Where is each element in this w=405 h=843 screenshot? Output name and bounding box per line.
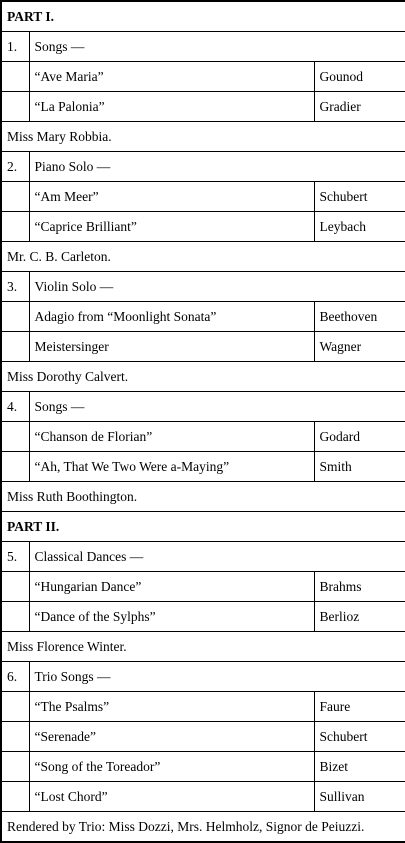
performer-row — [1, 362, 405, 392]
empty-number-cell — [1, 572, 29, 602]
program-item-row — [1, 272, 405, 302]
empty-number-cell — [1, 182, 29, 212]
composer-name: Gradier — [314, 92, 405, 122]
part-heading: PART I. — [1, 1, 405, 32]
empty-number-cell — [1, 782, 29, 812]
piece-row — [1, 212, 405, 242]
performer-row — [1, 632, 405, 662]
part-heading-row — [1, 512, 405, 542]
empty-number-cell — [1, 452, 29, 482]
composer-name: Beethoven — [314, 302, 405, 332]
performer-row — [1, 482, 405, 512]
empty-number-cell — [1, 302, 29, 332]
composer-name: Schubert — [314, 182, 405, 212]
piece-title: “Dance of the Sylphs” — [29, 602, 314, 632]
composer-name: Smith — [314, 452, 405, 482]
piece-row — [1, 602, 405, 632]
empty-number-cell — [1, 332, 29, 362]
piece-row — [1, 182, 405, 212]
composer-name: Leybach — [314, 212, 405, 242]
piece-row — [1, 722, 405, 752]
item-number: 6. — [1, 662, 29, 692]
piece-title: “Caprice Brilliant” — [29, 212, 314, 242]
composer-name: Bizet — [314, 752, 405, 782]
empty-number-cell — [1, 722, 29, 752]
piece-title: “Ah, That We Two Were a-Maying” — [29, 452, 314, 482]
piece-title: “Chanson de Florian” — [29, 422, 314, 452]
piece-title: “Ave Maria” — [29, 62, 314, 92]
performer-name: Miss Ruth Boothington. — [1, 482, 405, 512]
part-heading-row — [1, 1, 405, 32]
program-item-row — [1, 152, 405, 182]
performer-name: Miss Florence Winter. — [1, 632, 405, 662]
piece-row — [1, 302, 405, 332]
piece-title: “Serenade” — [29, 722, 314, 752]
item-title: Songs — — [29, 392, 405, 422]
item-number: 4. — [1, 392, 29, 422]
piece-row — [1, 692, 405, 722]
piece-row — [1, 782, 405, 812]
piece-row — [1, 62, 405, 92]
piece-row — [1, 572, 405, 602]
composer-name: Sullivan — [314, 782, 405, 812]
performer-name: Miss Dorothy Calvert. — [1, 362, 405, 392]
performer-row — [1, 242, 405, 272]
piece-row — [1, 92, 405, 122]
composer-name: Wagner — [314, 332, 405, 362]
item-title: Violin Solo — — [29, 272, 405, 302]
empty-number-cell — [1, 92, 29, 122]
empty-number-cell — [1, 602, 29, 632]
composer-name: Schubert — [314, 722, 405, 752]
composer-name: Faure — [314, 692, 405, 722]
piece-row — [1, 452, 405, 482]
item-number: 5. — [1, 542, 29, 572]
empty-number-cell — [1, 422, 29, 452]
item-title: Classical Dances — — [29, 542, 405, 572]
item-title: Trio Songs — — [29, 662, 405, 692]
performer-row — [1, 122, 405, 152]
empty-number-cell — [1, 212, 29, 242]
item-number: 1. — [1, 32, 29, 62]
piece-row — [1, 752, 405, 782]
program-body — [1, 1, 405, 842]
program-item-row — [1, 662, 405, 692]
program-item-row — [1, 392, 405, 422]
piece-title: “Am Meer” — [29, 182, 314, 212]
piece-title: “Song of the Toreador” — [29, 752, 314, 782]
composer-name: Gounod — [314, 62, 405, 92]
item-number: 3. — [1, 272, 29, 302]
performer-name: Mr. C. B. Carleton. — [1, 242, 405, 272]
performer-row — [1, 812, 405, 843]
program-item-row — [1, 32, 405, 62]
performer-name: Miss Mary Robbia. — [1, 122, 405, 152]
item-title: Songs — — [29, 32, 405, 62]
item-title: Piano Solo — — [29, 152, 405, 182]
piece-row — [1, 332, 405, 362]
empty-number-cell — [1, 62, 29, 92]
piece-title: “La Palonia” — [29, 92, 314, 122]
performer-name: Rendered by Trio: Miss Dozzi, Mrs. Helmholz, Signor de Peiuzzi. — [1, 812, 405, 843]
part-heading: PART II. — [1, 512, 405, 542]
program-item-row — [1, 542, 405, 572]
piece-title: Meistersinger — [29, 332, 314, 362]
empty-number-cell — [1, 752, 29, 782]
piece-title: “Hungarian Dance” — [29, 572, 314, 602]
piece-title: Adagio from “Moonlight Sonata” — [29, 302, 314, 332]
empty-number-cell — [1, 692, 29, 722]
composer-name: Godard — [314, 422, 405, 452]
piece-row — [1, 422, 405, 452]
item-number: 2. — [1, 152, 29, 182]
piece-title: “Lost Chord” — [29, 782, 314, 812]
composer-name: Berlioz — [314, 602, 405, 632]
piece-title: “The Psalms” — [29, 692, 314, 722]
composer-name: Brahms — [314, 572, 405, 602]
